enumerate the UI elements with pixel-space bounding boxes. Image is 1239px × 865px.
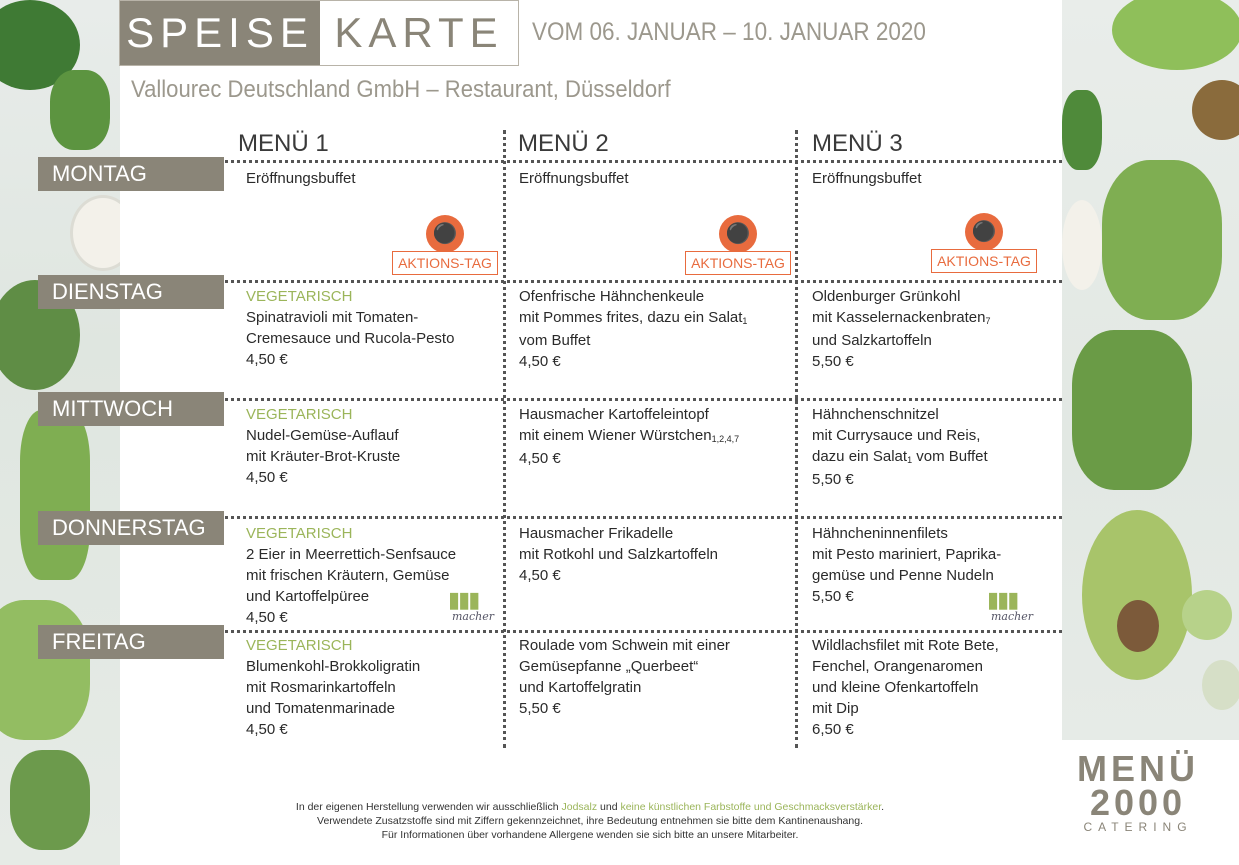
dish-line: mit Kräuter-Brot-Kruste [246, 448, 401, 465]
macher-bars-icon: ▮▮▮ [448, 587, 479, 612]
dish-line: und Kartoffelgratin [519, 679, 642, 696]
footnote-highlight: Jodsalz [561, 801, 598, 813]
menu-cell-freitag-1 [246, 635, 420, 740]
dish-line: Hausmacher Frikadelle [519, 525, 674, 542]
dish-line: Hähnchenschnitzel [812, 406, 939, 423]
dish-line: mit frischen Kräutern, Gemüse [246, 567, 450, 584]
dish-line: und Salzkartoffeln [812, 332, 932, 349]
menu-cell-montag-1 [246, 168, 356, 189]
aktionstag-badge [931, 213, 1037, 273]
menu-cell-dienstag-3 [812, 286, 990, 372]
vegetarian-tag: VEGETARISCH [246, 637, 353, 654]
dish-line: Oldenburger Grünkohl [812, 288, 961, 305]
menu-cell-dienstag-1 [246, 286, 454, 370]
dish-line: Ofenfrische Hähnchenkeule [519, 288, 705, 305]
dish-line: mit Pommes frites, dazu ein Salat [519, 309, 743, 326]
macher-logo [983, 588, 1039, 624]
menu-cell-mittwoch-1 [246, 404, 400, 488]
brand-line-1: MENÜ [1077, 748, 1199, 789]
dish-line: Wildlachsfilet mit Rote Bete, [812, 637, 999, 654]
menu-cell-dienstag-2 [519, 286, 747, 372]
macher-wordmark: macher [452, 610, 495, 623]
dish-line: Cremesauce und Rucola-Pesto [246, 330, 455, 347]
dish-line: 2 Eier in Meerrettich-Senfsauce [246, 546, 457, 563]
price: 4,50 € [246, 351, 288, 368]
dish-line: Spinatravioli mit Tomaten- [246, 309, 419, 326]
aktionstag-label: AKTIONS-TAG [931, 249, 1037, 273]
dish-line: und Kartoffelpüree [246, 588, 370, 605]
vegetarian-tag: VEGETARISCH [246, 288, 353, 305]
footnote-line-2: Verwendete Zusatzstoffe sind mit Ziffern gekennzeichnet, ihre Bedeutung entnehmen sie bitte dem Kantinenaushang. [317, 815, 863, 827]
dish-line: mit Currysauce und Reis, [812, 427, 981, 444]
dish-line: Eröffnungsbuffet [519, 170, 629, 187]
aktionstag-badge [685, 215, 791, 275]
dish-line: mit Pesto mariniert, Paprika- [812, 546, 1002, 563]
menu-cell-montag-2 [519, 168, 629, 189]
dish-line: und Tomatenmarinade [246, 700, 395, 717]
menu-3-header: MENÜ 3 [812, 130, 903, 157]
price: 5,50 € [812, 471, 854, 488]
vegetarian-tag: VEGETARISCH [246, 525, 353, 542]
dish-line: Fenchel, Orangenaromen [812, 658, 983, 675]
vegetarian-tag: VEGETARISCH [246, 406, 353, 423]
row-divider [200, 160, 1062, 163]
menu-cell-montag-3 [812, 168, 922, 189]
dish-line: Eröffnungsbuffet [812, 170, 922, 187]
dish-line: vom Buffet [912, 448, 988, 465]
row-divider [200, 398, 1062, 401]
day-tab-donnerstag: DONNERSTAG [38, 511, 224, 545]
price: 4,50 € [246, 469, 288, 486]
dish-line: dazu ein Salat [812, 448, 908, 465]
dish-line: mit Rotkohl und Salzkartoffeln [519, 546, 718, 563]
vegetable-decoration-right [1062, 0, 1239, 740]
row-divider [200, 280, 1062, 283]
dish-line: Nudel-Gemüse-Auflauf [246, 427, 399, 444]
footnote-line-1 [180, 800, 1000, 814]
footnote-text: . [881, 801, 885, 813]
title-part-karte: KARTE [334, 9, 504, 56]
dish-line: mit Kasselernackenbraten [812, 309, 986, 326]
dish-line: vom Buffet [519, 332, 591, 349]
brand-line-3: CATERING [1083, 820, 1193, 834]
brand-line-2: 2000 [1089, 782, 1187, 823]
price: 6,50 € [812, 721, 854, 738]
menu-cell-freitag-2 [519, 635, 730, 719]
dish-line: und kleine Ofenkartoffeln [812, 679, 979, 696]
footnote-line-3: Für Informationen über vorhandene Allergene wenden sie sich bitte an unsere Mitarbeiter. [381, 829, 799, 841]
day-tab-montag: MONTAG [38, 157, 224, 191]
menu-cell-mittwoch-2 [519, 404, 739, 469]
menu-cell-mittwoch-3 [812, 404, 988, 490]
dish-line: Roulade vom Schwein mit einer [519, 637, 730, 654]
row-divider [200, 516, 1062, 519]
column-divider [795, 130, 798, 748]
day-tab-dienstag: DIENSTAG [38, 275, 224, 309]
dish-line: mit Dip [812, 700, 859, 717]
additive-number: 1 [907, 455, 913, 465]
frying-pan-icon: ⚫ [719, 215, 757, 253]
price: 5,50 € [519, 700, 561, 717]
price: 4,50 € [519, 567, 561, 584]
footnote-text: und [597, 801, 621, 813]
footnote [180, 800, 1000, 842]
price: 4,50 € [246, 721, 288, 738]
additive-number: 1,2,4,7 [711, 434, 740, 444]
menu2000-catering-logo [1068, 748, 1208, 834]
dish-line: Hähncheninnenfilets [812, 525, 948, 542]
menu-cell-donnerstag-3 [812, 523, 1001, 607]
dish-line: mit Rosmarinkartoffeln [246, 679, 396, 696]
menu-2-header: MENÜ 2 [518, 130, 609, 157]
dish-line: Gemüsepfanne „Querbeet“ [519, 658, 699, 675]
footnote-highlight: keine künstlichen Farbstoffe und Geschmacksverstärker [620, 801, 882, 813]
price: 5,50 € [812, 353, 854, 370]
macher-bars-icon: ▮▮▮ [987, 587, 1018, 612]
price: 4,50 € [519, 450, 561, 467]
title-part-speise: SPEISE [120, 1, 320, 65]
additive-number: 7 [985, 316, 991, 326]
price: 5,50 € [812, 588, 854, 605]
dish-line: Hausmacher Kartoffeleintopf [519, 406, 709, 423]
macher-wordmark: macher [991, 610, 1034, 623]
footnote-text: In der eigenen Herstellung verwenden wir ausschließlich [295, 801, 562, 813]
aktionstag-label: AKTIONS-TAG [392, 251, 498, 275]
day-tab-freitag: FREITAG [38, 625, 224, 659]
date-range: VOM 06. JANUAR – 10. JANUAR 2020 [532, 18, 926, 46]
menu-1-header: MENÜ 1 [238, 130, 329, 157]
price: 4,50 € [519, 353, 561, 370]
dish-line: gemüse und Penne Nudeln [812, 567, 994, 584]
menu-cell-donnerstag-2 [519, 523, 718, 586]
price: 4,50 € [246, 609, 288, 626]
aktionstag-label: AKTIONS-TAG [685, 251, 791, 275]
dish-line: Eröffnungsbuffet [246, 170, 356, 187]
row-divider [200, 630, 1062, 633]
menu-cell-freitag-3 [812, 635, 999, 740]
additive-number: 1 [742, 316, 748, 326]
menu-cell-donnerstag-1 [246, 523, 456, 628]
vegetable-decoration-left [0, 0, 120, 865]
frying-pan-icon: ⚫ [426, 215, 464, 253]
dish-line: Blumenkohl-Brokkoligratin [246, 658, 421, 675]
dish-line: mit einem Wiener Würstchen [519, 427, 712, 444]
day-tab-mittwoch: MITTWOCH [38, 392, 224, 426]
column-divider [503, 130, 506, 748]
aktionstag-badge [392, 215, 498, 275]
frying-pan-icon: ⚫ [965, 213, 1003, 251]
macher-logo [444, 588, 500, 624]
subtitle: Vallourec Deutschland GmbH – Restaurant, Düsseldorf [131, 76, 671, 103]
page-title [119, 0, 519, 66]
